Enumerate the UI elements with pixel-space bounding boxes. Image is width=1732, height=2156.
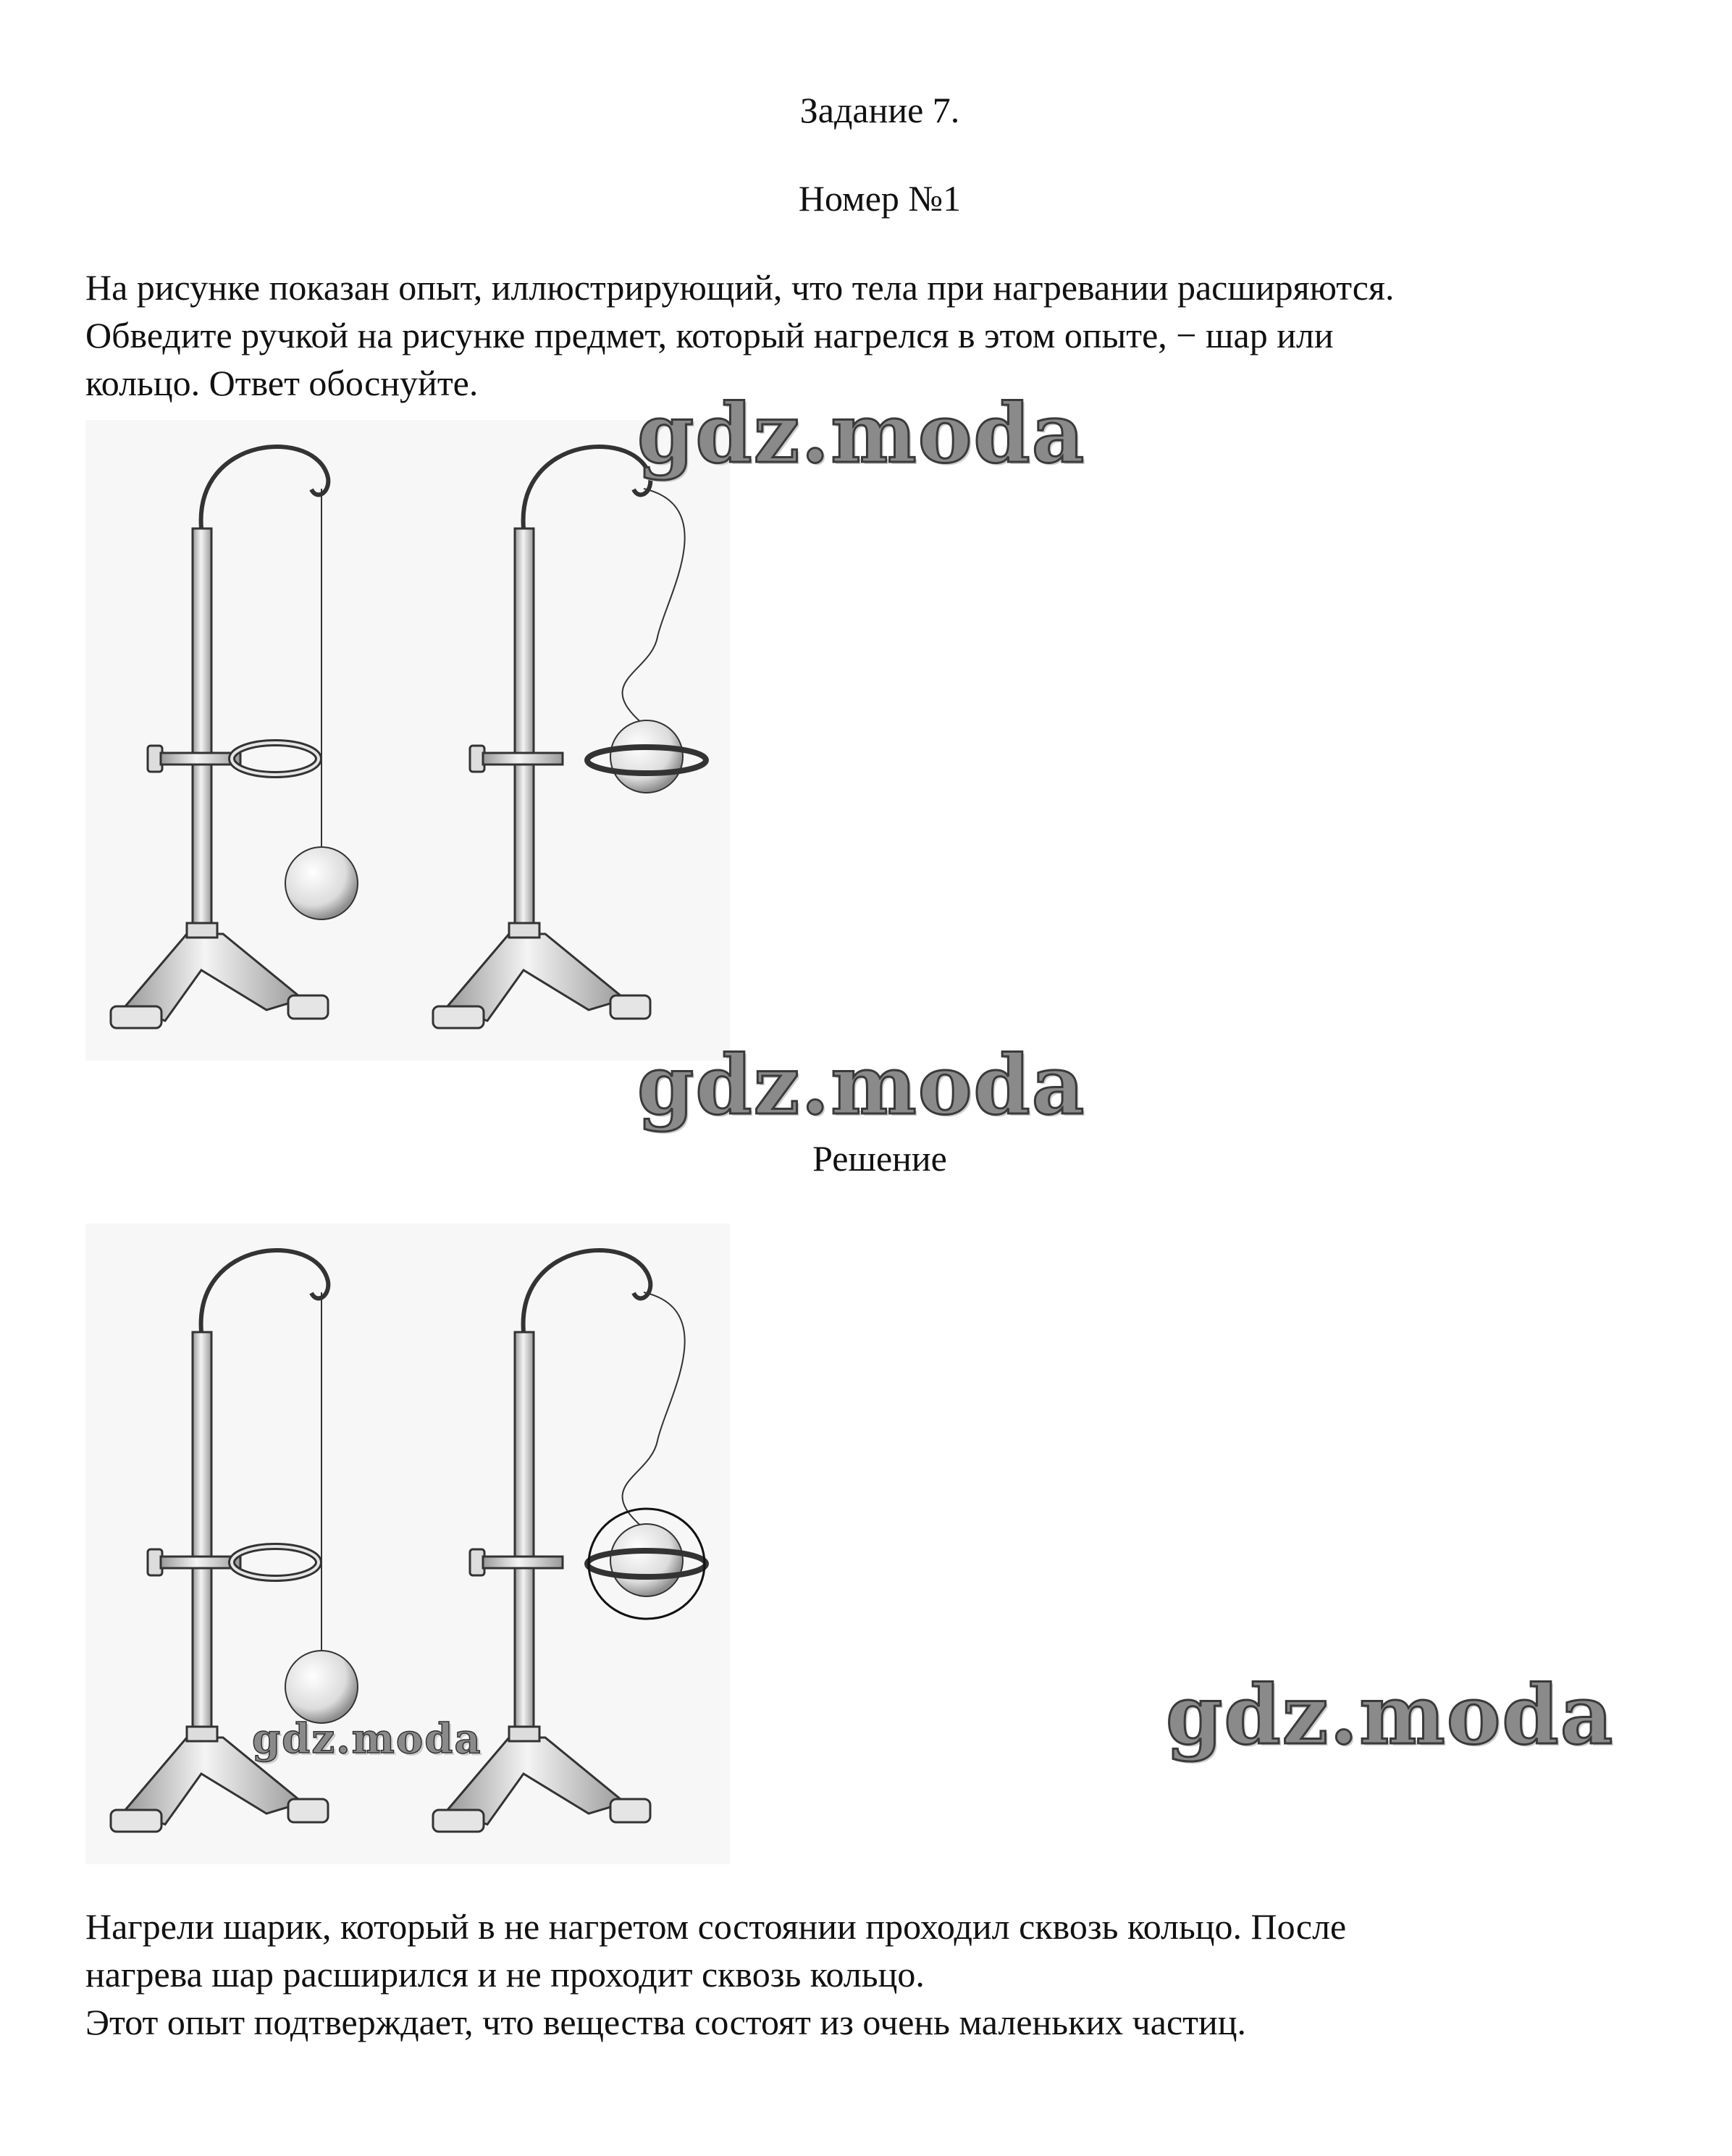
experiment-illustration — [85, 420, 730, 1061]
solution-figure — [85, 1224, 730, 1864]
watermark: gdz.moda — [1166, 1668, 1615, 1763]
solution-line: Нагрели шарик, который в не нагретом состоянии проходил сквозь кольцо. После — [85, 1906, 1347, 1947]
number-title: Номер №1 — [798, 178, 962, 219]
watermark: gdz.moda — [637, 1038, 1086, 1133]
experiment-figure — [85, 420, 730, 1061]
ball-heated — [610, 1524, 683, 1596]
solution-illustration — [85, 1224, 730, 1864]
solution-text — [85, 1903, 1707, 2046]
question-text — [85, 264, 1707, 407]
ball-cold — [285, 1651, 358, 1723]
ball-cold — [285, 847, 358, 919]
stand-cold — [111, 447, 358, 1028]
question-line: Обведите ручкой на рисунке предмет, который нагрелся в этом опыте, − шар или — [85, 315, 1334, 355]
ball-heated — [610, 720, 683, 793]
watermark: gdz.moda — [252, 1715, 482, 1763]
question-line: На рисунке показан опыт, иллюстрирующий, что тела при нагревании расширяются. — [85, 267, 1395, 308]
solution-line: Этот опыт подтверждает, что вещества состоят из очень маленьких частиц. — [85, 2002, 1247, 2042]
solution-heading: Решение — [812, 1138, 947, 1179]
task-title: Задание 7. — [799, 90, 960, 130]
solution-line: нагрева шар расширился и не проходит сквозь кольцо. — [85, 1954, 925, 1995]
stand-heated — [433, 447, 706, 1028]
watermark: gdz.moda — [637, 387, 1086, 481]
question-line: кольцо. Ответ обоснуйте. — [85, 363, 479, 403]
